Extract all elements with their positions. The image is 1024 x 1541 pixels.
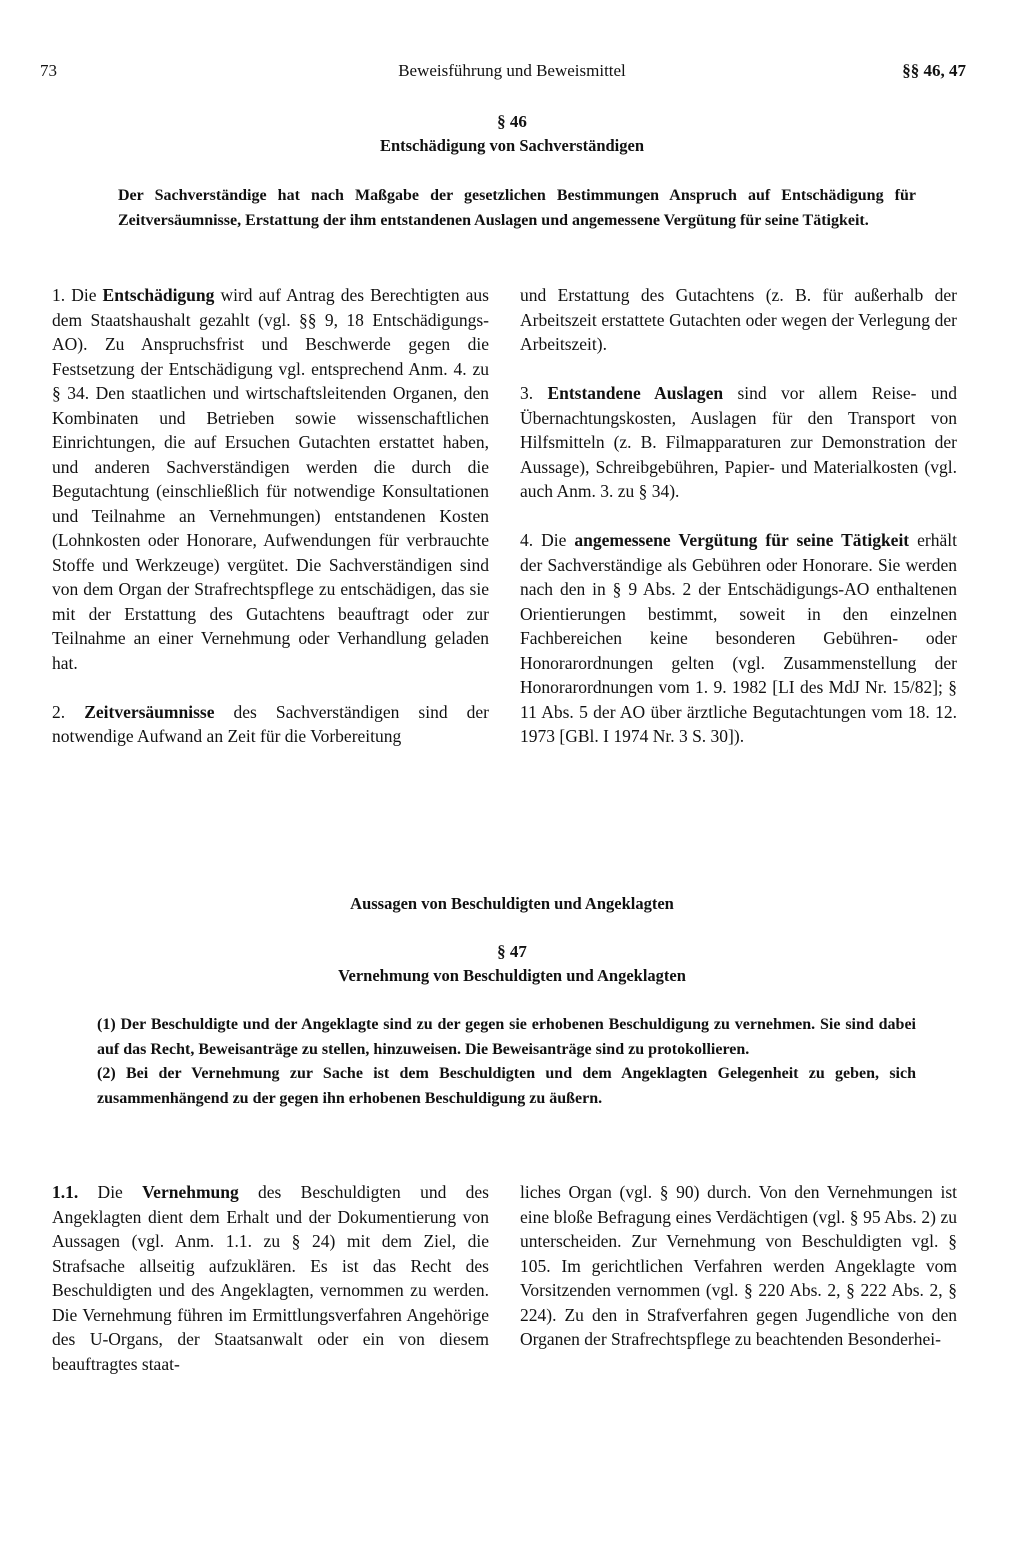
section-46-right-column (520, 283, 957, 749)
note-47-1-1-num: 1.1. (52, 1182, 79, 1202)
note-47-1-1-term: Vernehmung (142, 1182, 239, 1202)
note-46-2-num: 2. (52, 701, 85, 722)
note-47-1-1-text: des Beschuldigten und des Angeklagten dient dem Erhalt und der Dokumentierung von Aussagen (vgl. Anm. 1.1. zu § 24) mit dem Ziel, die Strafsache allseitig aufzuklären. Es ist das Recht des Beschuldigten und des Angeklagten, vernommen zu werden. Die Vernehmung führen im Ermittlungsverfahren Angehörige des U-Organs, der Staatsanwalt oder ein von diesem beauftragtes staat- (52, 1182, 489, 1374)
note-46-2-text: des Sachverständigen sind der notwendige Aufwand an Zeit für die Vorbereitung (52, 701, 489, 746)
chapter-heading: Aussagen von Beschuldigten und Angeklagten (350, 894, 674, 913)
note-46-3 (520, 381, 957, 504)
section-46-left-column (52, 283, 489, 749)
section-46-statute (118, 184, 916, 233)
section-46-number: § 46 (497, 112, 527, 131)
note-46-3-num: 3. (520, 383, 548, 403)
note-46-1 (52, 283, 489, 675)
note-46-2-continued: und Erstattung des Gutachtens (z. B. für außerhalb der Arbeitszeit erstattete Gutachten oder wegen der Verlegung der Arbeitszeit). (520, 285, 957, 354)
note-46-4 (520, 528, 957, 749)
running-section-ref: §§ 46, 47 (902, 61, 966, 80)
section-47-title: Vernehmung von Beschuldigten und Angeklagten (338, 966, 686, 985)
section-47-paragraph-1: (1) Der Beschuldigte und der Angeklagte sind zu der gegen sie erhobenen Beschuldigung zu vernehmen. Sie sind dabei auf das Recht, Beweisanträge zu stellen, hinzuweisen. Die Beweisanträge sind zu protokollieren. (97, 1016, 916, 1058)
note-46-3-text: sind vor allem Reise- und Übernachtungskosten, Auslagen für den Transport von Hilfsmitteln (z. B. Filmapparaturen zur Demonstration der Aussage), Schreibgebühren, Papier- und Materialkosten (vgl. auch Anm. 3. zu § 34). (520, 383, 958, 501)
note-46-4-text: erhält der Sachverständige als Gebühren oder Honorare. Sie werden nach den in § 9 Abs. 2 der Entschädigungs-AO enthaltenen Orientierungen bestimmt, soweit in den einzelnen Fachbereichen keine besonderen Gebühren- oder Honorarordnungen gelten (vgl. Zusammenstellung der Honorarordnungen vom 1. 9. 1982 [LI des MdJ Nr. 15/82]; § 11 Abs. 5 der AO über ärztliche Begutachtungen vom 18. 12. 1973 [GBl. I 1974 Nr. 3 S. 30]). (520, 530, 957, 746)
note-47-1-1-lead: Die (78, 1182, 143, 1202)
note-47-1-1-continued: liches Organ (vgl. § 90) durch. Von den Vernehmungen ist eine bloße Befragung eines Verdächtigen (vgl. § 95 Abs. 2) zu unterscheiden. Zur Vernehmung von Beschuldigten vgl. § 105. Im gerichtlichen Verfahren werden Angeklagte vom Vorsitzenden vernommen (vgl. § 220 Abs. 2, § 222 Abs. 2, § 224). Zu den in Strafverfahren gegen Jugendliche von den Organen der Strafrechtspflege zu beachtenden Besonderhei- (520, 1182, 957, 1349)
note-46-1-num: 1. Die (52, 285, 103, 305)
note-46-4-term: angemessene Vergütung für seine Tätigkeit (574, 530, 910, 550)
page-number: 73 (40, 61, 57, 80)
note-47-1-1 (52, 1180, 489, 1376)
note-46-4-num: 4. Die (520, 530, 575, 550)
section-47-statute (97, 1013, 916, 1111)
section-47-number: § 47 (497, 942, 527, 961)
section-46-title: Entschädigung von Sachverständigen (379, 136, 645, 155)
note-46-2 (52, 700, 489, 749)
running-title: Beweisführung und Beweismittel (398, 61, 626, 80)
section-47-right-column (520, 1180, 957, 1352)
section-46-statute-text: Der Sachverständige hat nach Maßgabe der gesetzlichen Bestimmungen Anspruch auf Entschädigung für Zeitversäumnisse, Erstattung der ihm entstandenen Auslagen und angemessene Vergütung für seine Tätigkeit. (118, 187, 916, 229)
note-46-1-term: Entschädigung (102, 285, 215, 305)
note-46-1-text: wird auf Antrag des Berechtigten aus dem Staatshaushalt gezahlt (vgl. §§ 9, 18 Entschädigungs-AO). Zu Anspruchsfrist und Beschwerde gegen die Festsetzung der Entschädigung vgl. entsprechend Anm. 4. zu § 34. Den staatlichen und wirtschaftsleitenden Organen, den Kombinaten und Betrieben sowie wissenschaftlichen Einrichtungen, die auf Ersuchen Gutachten erstattet haben, und anderen Sachverständigen werden die durch die Begutachtung (einschließlich für notwendige Konsultationen und Teilnahme an Vernehmungen) entstandenen Kosten (Lohnkosten oder Honorare, Aufwendungen für verbrauchte Stoffe und Werkzeuge) vergütet. Die Sachverständigen sind von dem Organ der Strafrechtspflege zu entschädigen, das sie mit der Erstattung des Gutachtens beauftragt oder zur Teilnahme an einer Vernehmung oder Verhandlung geladen hat. (52, 285, 489, 673)
note-46-2-term: Zeitversäumnisse (84, 701, 215, 722)
note-46-3-term: Entstandene Auslagen (547, 383, 724, 403)
section-47-paragraph-2: (2) Bei der Vernehmung zur Sache ist dem Beschuldigten und dem Angeklagten Gelegenheit zu geben, sich zusammenhängend zu der gegen ihn erhobenen Beschuldigung zu äußern. (97, 1065, 916, 1107)
section-47-left-column (52, 1180, 489, 1376)
